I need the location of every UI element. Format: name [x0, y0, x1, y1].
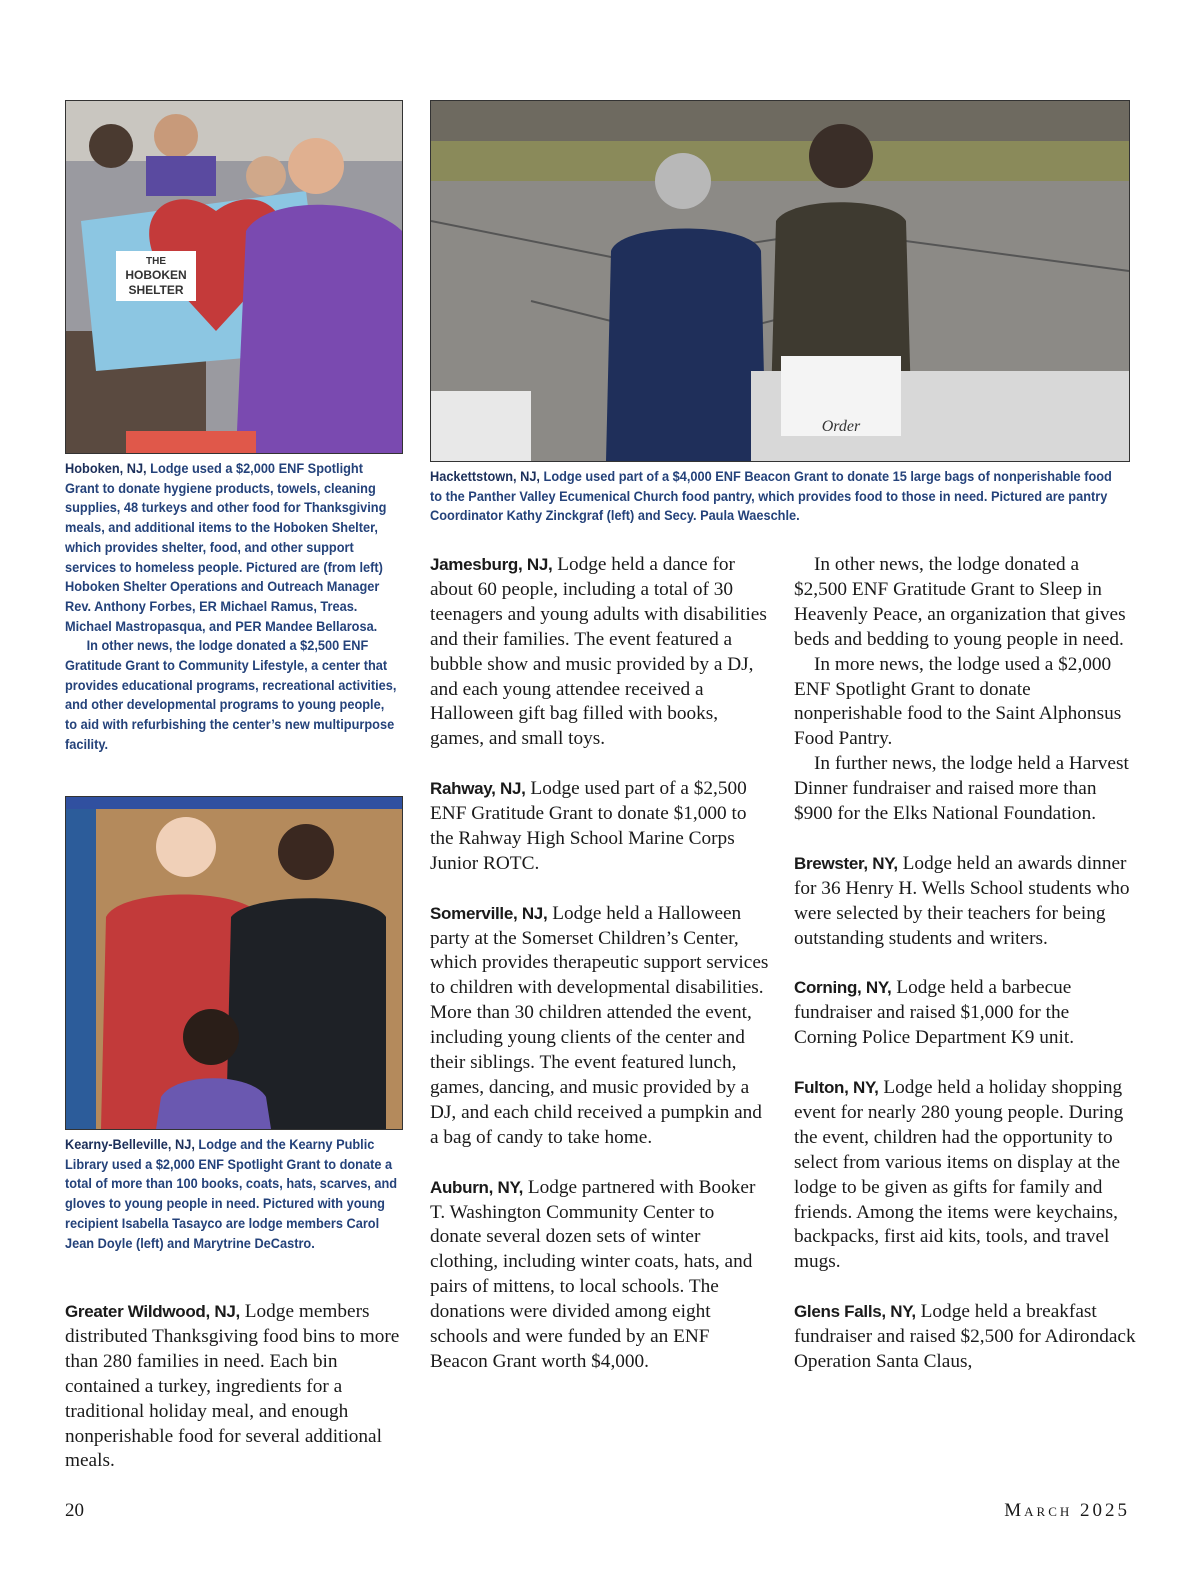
article-place: Auburn, NY,: [430, 1177, 524, 1197]
article-fulton: [794, 1076, 1136, 1275]
column-3: [794, 553, 1136, 1375]
hackettstown-photo: [430, 100, 1130, 462]
caption-text: Lodge and the Kearny Public Library used a $2,000 ENF Spotlight Grant to donate a total of more than 100 books, coats, hats, scarves, and gloves to young people in need. Pictured with young recipient Isabella Tasayco are lodge members Carol Jean Doyle (left) and Marytrine DeCastro.: [65, 1137, 398, 1252]
article-brewster: [794, 852, 1136, 952]
column-1: [65, 1300, 405, 1474]
column-2: [430, 553, 770, 1375]
kearny-photo: [65, 796, 403, 1130]
article-text: Lodge held an awards dinner for 36 Henry H. Wells School students who were selected by their teachers for being outstanding students and writers.: [794, 852, 1130, 949]
article-place: Somerville, NJ,: [430, 903, 548, 923]
article-text: Lodge partnered with Booker T. Washington Community Center to donate several dozen sets of winter clothing, including winter coats, hats, and pairs of mittens, to local schools. The donations were divided among eight schools and were funded by an ENF Beacon Grant worth $4,000.: [430, 1176, 756, 1372]
kearny-caption: [65, 1136, 398, 1254]
hackettstown-caption: [430, 468, 1114, 527]
hoboken-photo: [65, 100, 403, 454]
article-rahway: [430, 777, 770, 877]
article-place: Greater Wildwood, NJ,: [65, 1302, 240, 1321]
auburn-more-1: In other news, the lodge donated a $2,500 ENF Gratitude Grant to Sleep in Heavenly Peace, an organization that gives beds and bedding to young people in need.: [794, 554, 1126, 650]
article-place: Rahway, NJ,: [430, 779, 526, 799]
shelter-sign-line-2: HOBOKEN: [125, 268, 187, 282]
hoboken-caption: [65, 460, 398, 756]
article-text: Lodge members distributed Thanksgiving food bins to more than 280 families in need. Each bin contained a turkey, ingredients for a traditional holiday meal, and enough nonperishable food for several additional meals.: [65, 1301, 400, 1472]
article-text: Lodge held a breakfast fundraiser and raised $2,500 for Adirondack Operation Santa Claus,: [794, 1301, 1136, 1372]
shelter-sign-line-3: SHELTER: [128, 283, 184, 297]
article-place: Brewster, NY,: [794, 853, 898, 873]
article-text: Lodge held a Halloween party at the Somerset Children’s Center, which provides therapeutic support services to children with developmental disabilities. More than 30 children attended the event, including young clients of the center and their siblings. The event featured lunch, games, dancing, and music provided by a DJ, and each child received a pumpkin and a bag of candy to take home.: [430, 902, 769, 1148]
caption-text: Lodge used a $2,000 ENF Spotlight Grant to donate hygiene products, towels, cleaning supplies, 48 turkeys and other food for Thanksgiving meals, and additional items to the Hoboken Shelter, which provides shelter, food, and other support services to homeless people. Pictured are (from left) Hoboken Shelter Operations and Outreach Manager Rev. Anthony Forbes, ER Michael Ramus, Treas. Michael Mastropasqua, and PER Mandee Bellarosa.: [65, 461, 387, 635]
article-text: Lodge held a barbecue fundraiser and raised $1,000 for the Corning Police Department K9 unit.: [794, 977, 1075, 1049]
caption-place: Kearny-Belleville, NJ,: [65, 1137, 195, 1153]
page-number: 20: [65, 1500, 84, 1521]
article-wildwood: [65, 1300, 405, 1474]
article-text: Lodge held a dance for about 60 people, including a total of 30 teenagers and young adults with disabilities and their families. The event featured a bubble show and music provided by a DJ, and each young attendee received a Halloween gift bag filled with books, games, and small toys.: [430, 554, 767, 750]
caption-more: In other news, the lodge donated a $2,500 ENF Gratitude Grant to Community Lifestyle, a center that provides educational programs, recreational activities, and other developmental programs to young people, to aid with refurbishing the center’s new multipurpose facility.: [65, 638, 397, 753]
bag-label: Order: [821, 418, 861, 435]
article-text: Lodge held a holiday shopping event for nearly 280 young people. During the event, children had the opportunity to select from various items on display at the lodge to be given as gifts for family and friends. Among the items were keychains, backpacks, first aid kits, tools, and travel mugs.: [794, 1076, 1124, 1273]
article-place: Corning, NY,: [794, 978, 892, 998]
caption-text: Lodge used part of a $4,000 ENF Beacon Grant to donate 15 large bags of nonperishable food to the Panther Valley Ecumenical Church food pantry, which provides food to those in need. Pictured are pantry Coordinator Kathy Zinckgraf (left) and Secy. Paula Waeschle.: [430, 469, 1112, 525]
article-glensfalls: [794, 1300, 1136, 1375]
article-auburn: [430, 1176, 770, 1375]
article-somerville: [430, 902, 770, 1151]
article-place: Glens Falls, NY,: [794, 1302, 916, 1322]
auburn-more-3: In further news, the lodge held a Harvest Dinner fundraiser and raised more than $900 for the Elks National Foundation.: [794, 753, 1129, 825]
article-corning: [794, 976, 1136, 1051]
shelter-sign-line-1: THE: [146, 256, 166, 267]
article-text: Lodge used part of a $2,500 ENF Gratitude Grant to donate $1,000 to the Rahway High School Marine Corps Junior ROTC.: [430, 778, 747, 874]
caption-place: Hoboken, NJ,: [65, 461, 147, 477]
article-place: Fulton, NY,: [794, 1077, 879, 1097]
caption-place: Hackettstown, NJ,: [430, 469, 540, 485]
auburn-more-2: In more news, the lodge used a $2,000 ENF Spotlight Grant to donate nonperishable food to the Saint Alphonsus Food Pantry.: [794, 653, 1122, 750]
article-jamesburg: [430, 553, 770, 752]
article-place: Jamesburg, NJ,: [430, 555, 553, 574]
issue-date: March 2025: [1004, 1500, 1130, 1521]
